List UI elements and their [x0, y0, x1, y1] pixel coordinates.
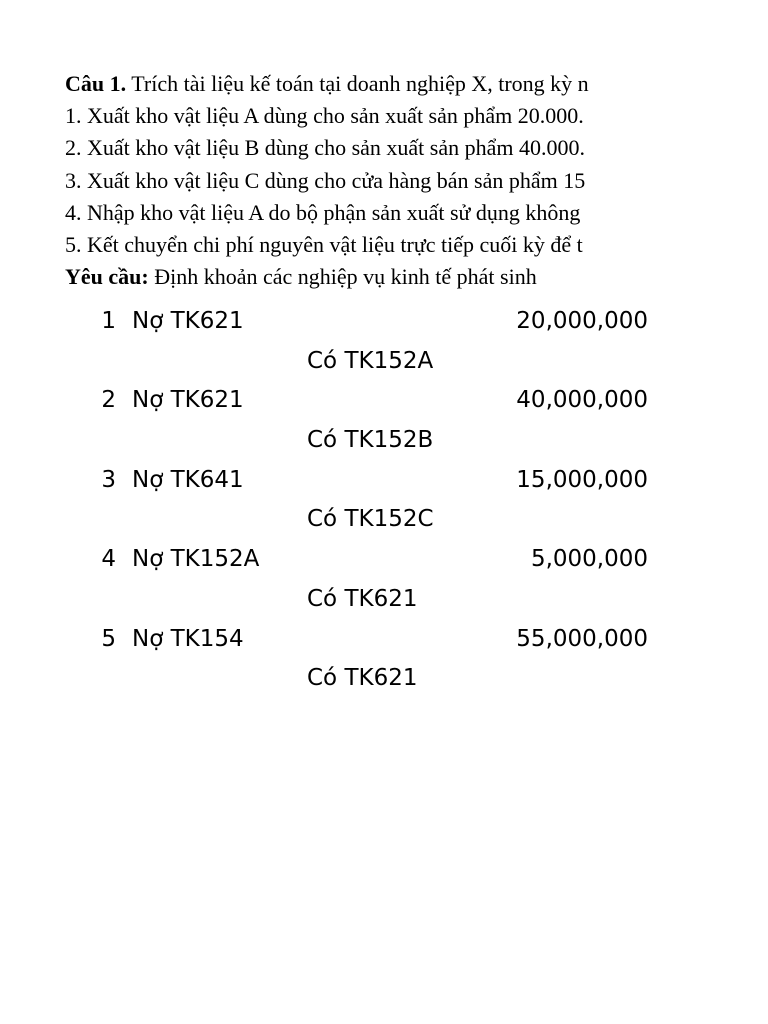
credit-account: Có TK152B: [307, 427, 434, 454]
entry-number: 4: [101, 546, 116, 573]
entry-number: 2: [101, 387, 116, 414]
entry-amount: 15,000,000: [516, 466, 648, 493]
entry-debit-row: [0, 461, 768, 501]
problem-item-3: 3. Xuất kho vật liệu C dùng cho cửa hàng bán sản phẩm 15: [65, 167, 586, 193]
entry-debit-row: [0, 620, 768, 660]
problem-title-label: Câu 1.: [65, 71, 127, 96]
debit-account: Nợ TK641: [132, 466, 244, 493]
entry-number: 5: [101, 625, 116, 652]
credit-account: Có TK621: [307, 665, 418, 692]
entry-number: 1: [101, 308, 116, 334]
entry-amount: 40,000,000: [516, 387, 648, 414]
entry-amount: 55,000,000: [516, 625, 648, 652]
entry-credit-row: [0, 500, 768, 540]
entry-credit-row: [0, 421, 768, 461]
debit-account: Nợ TK152A: [132, 546, 260, 573]
debit-account: Nợ TK154: [132, 625, 244, 652]
problem-statement: [65, 68, 658, 293]
entry-debit-row: [0, 381, 768, 421]
entry-credit-row: [0, 580, 768, 620]
entry-amount: 20,000,000: [516, 308, 648, 334]
credit-account: Có TK152C: [307, 506, 434, 533]
entry-amount: 5,000,000: [530, 546, 648, 573]
entry-credit-row: [0, 342, 768, 382]
debit-account: Nợ TK621: [132, 387, 244, 414]
journal-entries: [0, 302, 768, 699]
problem-title-text: Trích tài liệu kế toán tại doanh nghiệp X, trong kỳ n: [126, 71, 589, 96]
credit-account: Có TK152A: [307, 347, 434, 374]
problem-title: [65, 68, 658, 100]
requirement: [65, 261, 658, 293]
entry-debit-row: [0, 540, 768, 580]
problem-item-4: 4. Nhập kho vật liệu A do bộ phận sản xuất sử dụng không: [65, 199, 581, 225]
entry-credit-row: [0, 659, 768, 699]
requirement-label: Yêu cầu:: [65, 264, 149, 290]
problem-item-2: 2. Xuất kho vật liệu B dùng cho sản xuất sản phẩm 40.000.: [65, 135, 585, 161]
debit-account: Nợ TK621: [132, 308, 244, 334]
credit-account: Có TK621: [307, 585, 418, 612]
entry-number: 3: [101, 466, 116, 493]
entry-debit-row: [0, 302, 768, 342]
problem-item-1: 1. Xuất kho vật liệu A dùng cho sản xuất sản phẩm 20.000.: [65, 103, 584, 129]
problem-item-5: 5. Kết chuyển chi phí nguyên vật liệu trực tiếp cuối kỳ để t: [65, 231, 583, 257]
requirement-text: Định khoản các nghiệp vụ kinh tế phát sinh: [148, 264, 537, 290]
